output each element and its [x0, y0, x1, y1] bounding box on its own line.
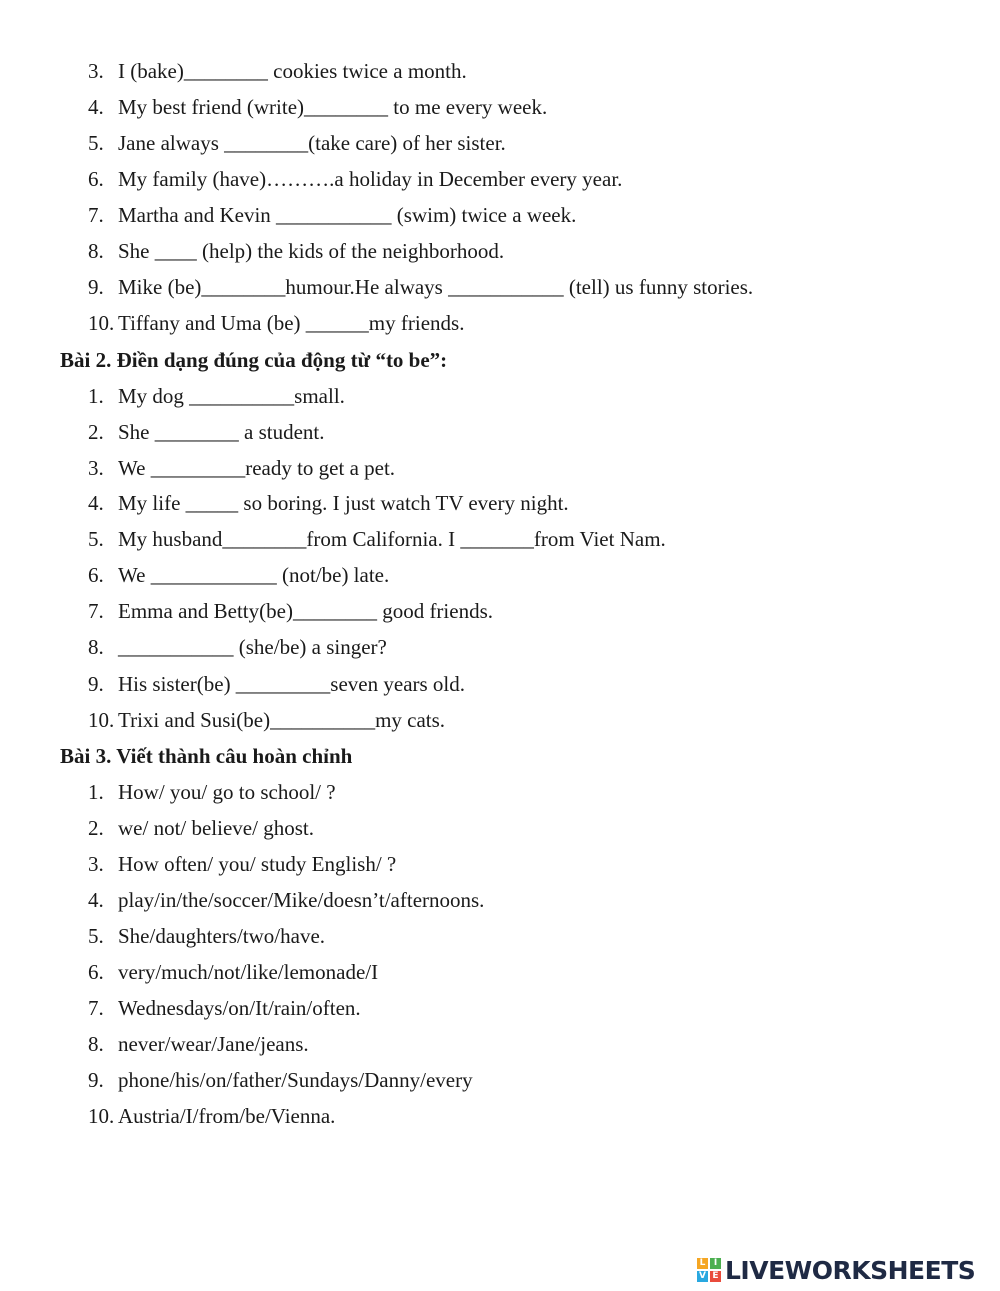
logo-mark-letter: L: [697, 1258, 708, 1269]
list-item: 3. We _________ready to get a pet.: [88, 456, 396, 480]
list-item: 9. phone/his/on/father/Sundays/Danny/every: [88, 1068, 473, 1092]
list-item: 8. She ____ (help) the kids of the neighborhood.: [88, 239, 505, 263]
list-item: 6. My family (have)……….a holiday in December every year.: [88, 167, 623, 191]
section-heading: Bài 2. Điền dạng đúng của động từ “to be”:: [60, 348, 448, 372]
section-heading: Bài 3. Viết thành câu hoàn chỉnh: [60, 744, 353, 768]
list-item: 8. ___________ (she/be) a singer?: [88, 635, 387, 659]
list-item: 6. We ____________ (not/be) late.: [88, 563, 390, 587]
liveworksheets-logo: [697, 1255, 975, 1285]
liveworksheets-mark-icon: [697, 1258, 721, 1282]
list-item: 5. Jane always ________(take care) of her sister.: [88, 131, 506, 155]
list-item: 4. My life _____ so boring. I just watch TV every night.: [88, 491, 569, 515]
list-item: 10. Austria/I/from/be/Vienna.: [88, 1104, 336, 1128]
list-item: 7. Emma and Betty(be)________ good friends.: [88, 599, 494, 623]
list-item: 4. My best friend (write)________ to me every week.: [88, 95, 548, 119]
list-item: 10. Tiffany and Uma (be) ______my friends.: [88, 311, 465, 335]
list-item: 2. we/ not/ believe/ ghost.: [88, 816, 314, 840]
list-item: 10. Trixi and Susi(be)__________my cats.: [88, 708, 446, 732]
list-item: 7. Martha and Kevin ___________ (swim) twice a week.: [88, 203, 577, 227]
list-item: 2. She ________ a student.: [88, 420, 325, 444]
logo-text: LIVEWORKSHEETS: [725, 1255, 976, 1285]
list-item: 3. I (bake)________ cookies twice a month.: [88, 59, 467, 83]
list-item: 3. How often/ you/ study English/ ?: [88, 852, 397, 876]
list-item: 5. She/daughters/two/have.: [88, 924, 326, 948]
list-item: 1. My dog __________small.: [88, 384, 345, 408]
logo-mark-letter: E: [710, 1271, 721, 1282]
list-item: 9. Mike (be)________humour.He always ___________ (tell) us funny stories.: [88, 275, 754, 299]
logo-mark-letter: I: [710, 1258, 721, 1269]
list-item: 4. play/in/the/soccer/Mike/doesn’t/afternoons.: [88, 888, 485, 912]
list-item: 8. never/wear/Jane/jeans.: [88, 1032, 309, 1056]
list-item: 1. How/ you/ go to school/ ?: [88, 780, 336, 804]
list-item: 7. Wednesdays/on/It/rain/often.: [88, 996, 361, 1020]
list-item: 6. very/much/not/like/lemonade/I: [88, 960, 379, 984]
list-item: 5. My husband________from California. I _______from Viet Nam.: [88, 527, 666, 551]
list-item: 9. His sister(be) _________seven years old.: [88, 672, 466, 696]
logo-mark-letter: V: [697, 1271, 708, 1282]
